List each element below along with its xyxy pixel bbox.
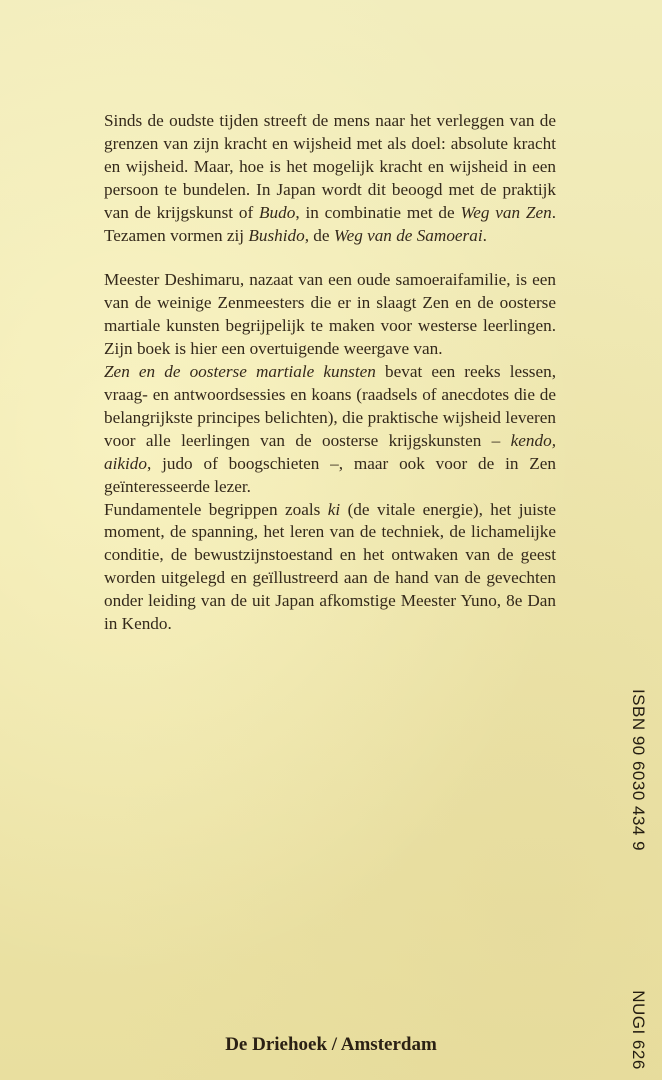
- term-ki: ki: [327, 499, 341, 519]
- publisher-imprint: De Driehoek / Amsterdam: [225, 1034, 437, 1055]
- nugi-code: NUGI 626: [629, 990, 648, 1070]
- term-bushido: Bushido: [248, 225, 305, 245]
- paragraph-intro: [104, 110, 556, 247]
- intro-text-d: , de: [304, 225, 334, 245]
- contents-text-b: , judo of boogschieten –, maar ook voor de in Zen geïnteresseerde lezer.: [104, 453, 556, 496]
- isbn-number: ISBN 90 6030 434 9: [629, 688, 648, 852]
- intro-text-b: , in combinatie met de: [295, 202, 461, 222]
- book-title: Zen en de oosterse martiale kunsten: [104, 362, 376, 382]
- term-weg-van-zen: Weg van Zen: [460, 202, 552, 222]
- term-budo: Budo: [259, 202, 296, 222]
- contents-text-a: bevat een reeks lessen, vraag- en antwoordsessies en koans (raadsels of anecdotes die de belangrijkste principes belichten), die praktische wijsheid leveren voor alle leerlingen van de oosterse krijgskunsten –: [104, 362, 556, 450]
- paragraph-contents: [104, 361, 556, 498]
- blurb-text: [104, 110, 556, 636]
- term-weg-van-de-samoerai: Weg van de Samoerai: [333, 225, 483, 245]
- intro-text-c: . Tezamen vormen zij: [104, 202, 556, 245]
- intro-text-e: .: [482, 225, 487, 245]
- concepts-text-b: (de vitale energie), het juiste moment, de spanning, het leren van de techniek, de lichamelijke conditie, de bewustzijnstoestand en het ontwaken van de geest worden uitgelegd en geïllustreerd aan de hand van de gevechten onder leiding van de uit Japan afkomstige Meester Yuno, 8e Dan in Kendo.: [104, 499, 556, 634]
- paragraph-concepts: [104, 499, 556, 636]
- concepts-text-a: Fundamentele begrippen zoals: [104, 499, 328, 519]
- intro-text-a: Sinds de oudste tijden streeft de mens naar het verleggen van de grenzen van zijn kracht en wijsheid met als doel: absolute kracht en wijsheid. Maar, hoe is het mogelijk kracht en wijsheid in een persoon te bundelen. In Japan wordt dit beoogd met de praktijk van de krijgskunst of: [104, 111, 556, 222]
- term-kendo-aikido: kendo, aikido: [104, 430, 556, 473]
- paragraph-author: Meester Deshimaru, nazaat van een oude samoeraifamilie, is een van de weinige Zenmeesters die er in slaagt Zen en de oosterse martiale kunsten begrijpelijk te maken voor westerse leerlingen. Zijn boek is hier een overtuigende weergave van.: [104, 270, 556, 359]
